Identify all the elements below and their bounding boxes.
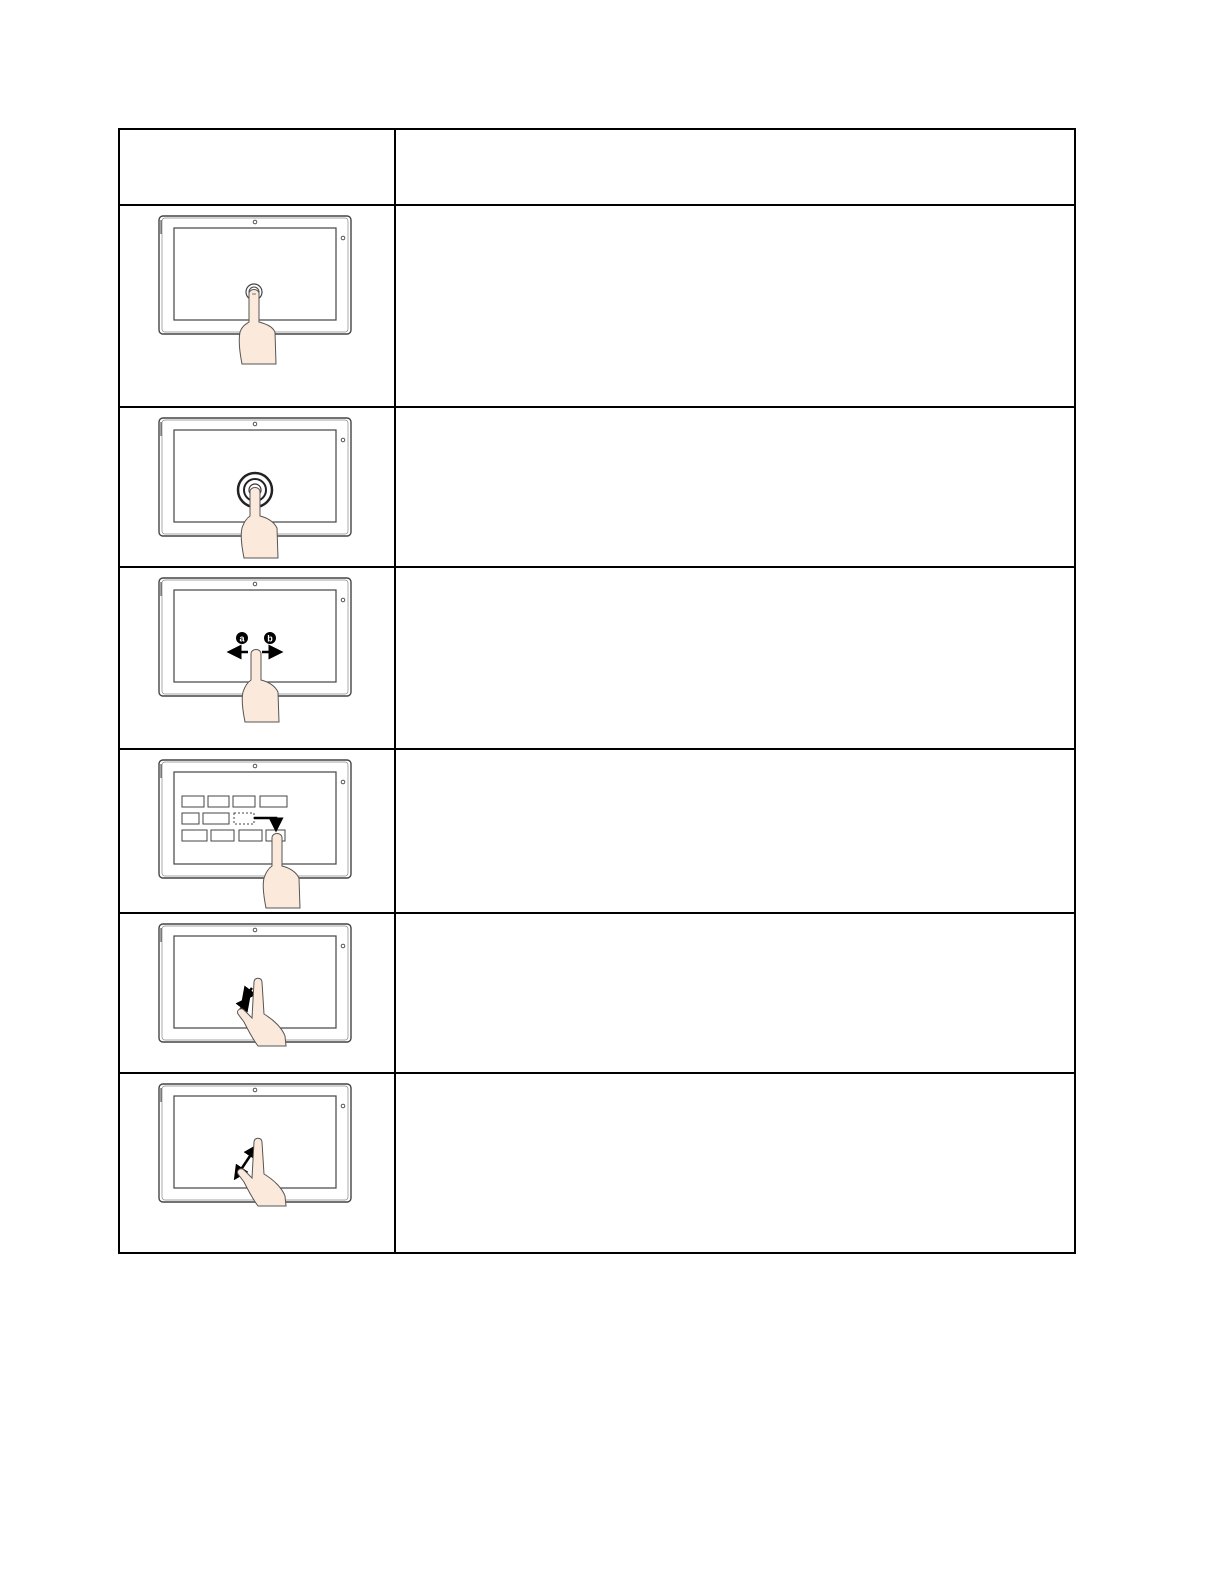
gesture-image-cell <box>119 205 395 407</box>
header-gesture-cell <box>119 129 395 205</box>
tap-gesture-icon <box>158 214 358 374</box>
gesture-description <box>395 1073 1075 1253</box>
table-row <box>119 1073 1075 1253</box>
gesture-description <box>395 913 1075 1073</box>
tap-and-hold-gesture-icon <box>158 416 358 566</box>
marker-a-label: a <box>239 633 245 644</box>
table-row <box>119 913 1075 1073</box>
gesture-image-cell <box>119 567 395 749</box>
gesture-table <box>118 128 1076 1254</box>
table-row <box>119 567 1075 749</box>
table-row <box>119 205 1075 407</box>
marker-b-label: b <box>267 633 273 644</box>
gesture-image-cell <box>119 913 395 1073</box>
gesture-description <box>395 407 1075 567</box>
gesture-description <box>395 567 1075 749</box>
gesture-image-cell <box>119 407 395 567</box>
table-header-row <box>119 129 1075 205</box>
gesture-description <box>395 749 1075 913</box>
gesture-description <box>395 205 1075 407</box>
gesture-image-cell <box>119 1073 395 1253</box>
header-description-cell <box>395 129 1075 205</box>
pinch-zoom-out-gesture-icon <box>158 922 358 1072</box>
table-row <box>119 407 1075 567</box>
gesture-image-cell <box>119 749 395 913</box>
table-row <box>119 749 1075 913</box>
slide-left-right-gesture-icon <box>158 576 358 736</box>
drag-item-gesture-icon <box>158 758 358 918</box>
stretch-zoom-in-gesture-icon <box>158 1082 358 1232</box>
